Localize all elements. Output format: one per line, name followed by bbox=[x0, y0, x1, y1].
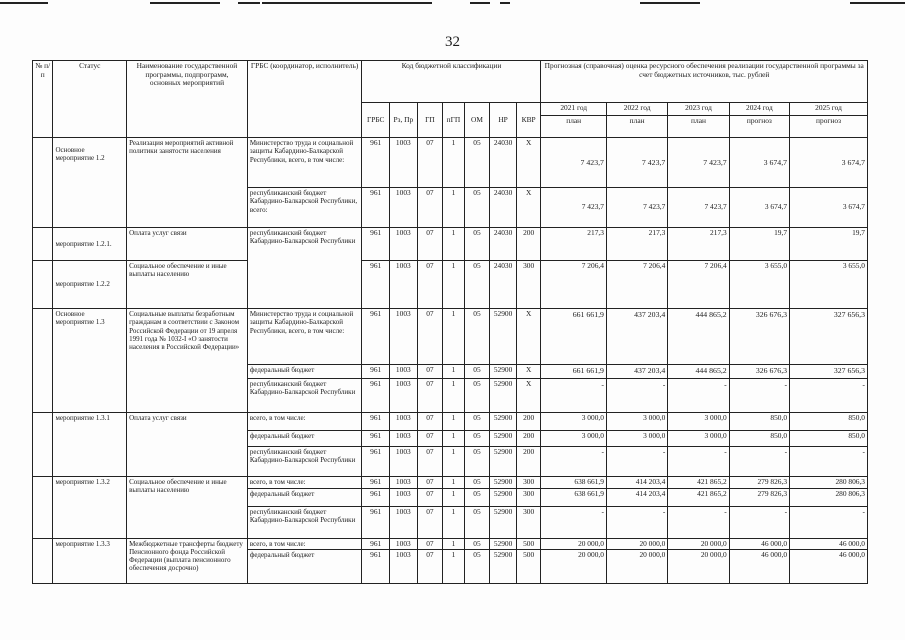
kbk-cell: Х bbox=[516, 365, 541, 379]
kbk-cell: 1 bbox=[443, 413, 464, 431]
header-kbk: Код бюджетной классификации bbox=[362, 61, 541, 103]
kbk-cell: Х bbox=[516, 188, 541, 228]
value-cell: 7 423,7 bbox=[668, 138, 729, 188]
value-cell: 279 826,3 bbox=[729, 477, 789, 489]
kbk-cell: 1003 bbox=[390, 538, 418, 550]
value-cell: 437 203,4 bbox=[606, 365, 667, 379]
kbk-cell: 1003 bbox=[390, 228, 418, 261]
value-cell: 850,0 bbox=[729, 431, 789, 447]
value-cell: - bbox=[541, 379, 606, 413]
kbk-cell: 1003 bbox=[390, 379, 418, 413]
value-cell: 3 000,0 bbox=[668, 413, 729, 431]
kbk-cell: 500 bbox=[516, 538, 541, 550]
header-year-2024: 2024 год bbox=[729, 103, 789, 116]
value-cell: 7 423,7 bbox=[606, 138, 667, 188]
kbk-cell: 52900 bbox=[490, 365, 517, 379]
value-cell: 46 000,0 bbox=[790, 550, 868, 584]
value-cell: 3 000,0 bbox=[541, 413, 606, 431]
kbk-cell: 52900 bbox=[490, 538, 517, 550]
status-cell: мероприятие 1.3.1 bbox=[53, 413, 127, 477]
value-cell: - bbox=[790, 506, 868, 538]
name-cell: Социальное обеспечение и иные выплаты населению bbox=[127, 477, 248, 539]
header-num: № п/п bbox=[33, 61, 53, 138]
kbk-cell: 05 bbox=[464, 477, 490, 489]
kbk-cell: 1003 bbox=[390, 477, 418, 489]
name-cell: Оплата услуг связи bbox=[127, 228, 248, 261]
kbk-cell: 24030 bbox=[490, 228, 517, 261]
value-cell: - bbox=[668, 379, 729, 413]
kbk-cell: 07 bbox=[417, 228, 443, 261]
page-number: 32 bbox=[445, 34, 460, 50]
grbs-cell: федеральный бюджет bbox=[247, 431, 362, 447]
value-cell: - bbox=[790, 447, 868, 477]
kbk-cell: 1 bbox=[443, 228, 464, 261]
kbk-cell: 24030 bbox=[490, 261, 517, 309]
kbk-cell: 05 bbox=[464, 447, 490, 477]
kbk-cell: 52900 bbox=[490, 447, 517, 477]
grbs-cell: всего, в том числе: bbox=[247, 413, 362, 431]
grbs-cell: федеральный бюджет bbox=[247, 550, 362, 584]
kbk-cell: 07 bbox=[417, 431, 443, 447]
kbk-cell: 24030 bbox=[490, 188, 517, 228]
value-cell: 850,0 bbox=[729, 413, 789, 431]
value-cell: 7 423,7 bbox=[606, 188, 667, 228]
value-cell: 7 423,7 bbox=[541, 138, 606, 188]
grbs-cell: республиканский бюджет Кабардино-Балкарской Республики bbox=[247, 447, 362, 477]
header-year-2025: 2025 год bbox=[790, 103, 868, 116]
value-cell: 326 676,3 bbox=[729, 309, 789, 365]
value-cell: 217,3 bbox=[606, 228, 667, 261]
kbk-cell: 52900 bbox=[490, 550, 517, 584]
value-cell: 7 206,4 bbox=[668, 261, 729, 309]
status-cell: мероприятие 1.2.2 bbox=[53, 261, 127, 309]
kbk-cell: 961 bbox=[362, 550, 390, 584]
header-row-1 bbox=[33, 61, 868, 103]
value-cell: 7 206,4 bbox=[541, 261, 606, 309]
kbk-cell: 1003 bbox=[390, 138, 418, 188]
value-cell: 46 000,0 bbox=[790, 538, 868, 550]
kbk-cell: 1 bbox=[443, 477, 464, 489]
kbk-cell: 1 bbox=[443, 138, 464, 188]
value-cell: - bbox=[606, 447, 667, 477]
kbk-cell: 05 bbox=[464, 550, 490, 584]
kbk-cell: 961 bbox=[362, 138, 390, 188]
value-cell: 19,7 bbox=[729, 228, 789, 261]
kbk-cell: 961 bbox=[362, 477, 390, 489]
kbk-cell: 07 bbox=[417, 506, 443, 538]
value-cell: 638 661,9 bbox=[541, 477, 606, 489]
kbk-cell: 1003 bbox=[390, 188, 418, 228]
kbk-cell: 07 bbox=[417, 138, 443, 188]
kbk-cell: 300 bbox=[516, 261, 541, 309]
kbk-cell: 07 bbox=[417, 488, 443, 506]
name-cell: Реализация мероприятий активной политики занятости населения bbox=[127, 138, 248, 228]
value-cell: 217,3 bbox=[668, 228, 729, 261]
kbk-cell: 1003 bbox=[390, 309, 418, 365]
kbk-cell: 961 bbox=[362, 188, 390, 228]
grbs-cell: Министерство труда и социальной защиты Кабардино-Балкарской Республики, всего, в том числе: bbox=[247, 138, 362, 188]
header-kbk-kvr: КВР bbox=[516, 103, 541, 138]
name-cell: Оплата услуг связи bbox=[127, 413, 248, 477]
kbk-cell: 07 bbox=[417, 413, 443, 431]
kbk-cell: 52900 bbox=[490, 431, 517, 447]
header-kbk-om: ОМ bbox=[464, 103, 490, 138]
header-kbk-gp: ГП bbox=[417, 103, 443, 138]
header-status: Статус bbox=[53, 61, 127, 138]
kbk-cell: 1003 bbox=[390, 488, 418, 506]
value-cell: - bbox=[606, 379, 667, 413]
kbk-cell: 05 bbox=[464, 228, 490, 261]
kbk-cell: 05 bbox=[464, 188, 490, 228]
kbk-cell: 05 bbox=[464, 413, 490, 431]
kbk-cell: 1 bbox=[443, 506, 464, 538]
header-year-2021: 2021 год bbox=[541, 103, 606, 116]
value-cell: 638 661,9 bbox=[541, 488, 606, 506]
header-kbk-nr: НР bbox=[490, 103, 517, 138]
kbk-cell: 05 bbox=[464, 379, 490, 413]
kbk-cell: 961 bbox=[362, 538, 390, 550]
value-cell: 3 655,0 bbox=[729, 261, 789, 309]
kbk-cell: 07 bbox=[417, 261, 443, 309]
kbk-cell: Х bbox=[516, 138, 541, 188]
kbk-cell: 07 bbox=[417, 550, 443, 584]
kbk-cell: 05 bbox=[464, 365, 490, 379]
kbk-cell: 1 bbox=[443, 261, 464, 309]
kbk-cell: 1003 bbox=[390, 431, 418, 447]
status-cell: мероприятие 1.2.1. bbox=[53, 228, 127, 261]
kbk-cell: 52900 bbox=[490, 379, 517, 413]
name-cell: Межбюджетные трансферты бюджету Пенсионного фонда Российской Федерации (выплата пенсионного обеспечения досрочно) bbox=[127, 538, 248, 584]
value-cell: 414 203,4 bbox=[606, 477, 667, 489]
grbs-cell: всего, в том числе: bbox=[247, 477, 362, 489]
value-cell: - bbox=[541, 447, 606, 477]
value-cell: 46 000,0 bbox=[729, 538, 789, 550]
value-cell: 414 203,4 bbox=[606, 488, 667, 506]
value-cell: 280 806,3 bbox=[790, 477, 868, 489]
kbk-cell: 07 bbox=[417, 477, 443, 489]
value-cell: 421 865,2 bbox=[668, 477, 729, 489]
header-kbk-grbs: ГРБС bbox=[362, 103, 390, 138]
kbk-cell: 961 bbox=[362, 309, 390, 365]
kbk-cell: 1 bbox=[443, 550, 464, 584]
header-type-2021: план bbox=[541, 116, 606, 138]
value-cell: 661 661,9 bbox=[541, 309, 606, 365]
grbs-cell: федеральный бюджет bbox=[247, 488, 362, 506]
value-cell: 3 000,0 bbox=[606, 431, 667, 447]
value-cell: - bbox=[729, 447, 789, 477]
table-row bbox=[33, 228, 868, 261]
value-cell: 327 656,3 bbox=[790, 365, 868, 379]
kbk-cell: 1003 bbox=[390, 447, 418, 477]
table-row bbox=[33, 261, 868, 309]
kbk-cell: 05 bbox=[464, 538, 490, 550]
value-cell: 217,3 bbox=[541, 228, 606, 261]
value-cell: 3 674,7 bbox=[790, 138, 868, 188]
kbk-cell: 300 bbox=[516, 488, 541, 506]
value-cell: 19,7 bbox=[790, 228, 868, 261]
kbk-cell: 300 bbox=[516, 506, 541, 538]
table-row bbox=[33, 538, 868, 550]
status-cell: мероприятие 1.3.2 bbox=[53, 477, 127, 539]
header-grbs: ГРБС (координатор, исполнитель) bbox=[247, 61, 362, 138]
kbk-cell: 961 bbox=[362, 365, 390, 379]
header-type-2024: прогноз bbox=[729, 116, 789, 138]
value-cell: 20 000,0 bbox=[541, 550, 606, 584]
value-cell: 421 865,2 bbox=[668, 488, 729, 506]
kbk-cell: 961 bbox=[362, 431, 390, 447]
kbk-cell: 05 bbox=[464, 138, 490, 188]
kbk-cell: 07 bbox=[417, 379, 443, 413]
kbk-cell: 52900 bbox=[490, 309, 517, 365]
grbs-cell: федеральный бюджет bbox=[247, 365, 362, 379]
header-type-2022: план bbox=[606, 116, 667, 138]
kbk-cell: 1 bbox=[443, 379, 464, 413]
header-kbk-rzpr: Рз, Пр bbox=[390, 103, 418, 138]
kbk-cell: 07 bbox=[417, 365, 443, 379]
name-cell: Социальные выплаты безработным гражданам в соответствии с Законом Российской Федерации от 19 апреля 1991 года № 1032-I «О занятости населения в Российской Федерации» bbox=[127, 309, 248, 413]
value-cell: 46 000,0 bbox=[729, 550, 789, 584]
kbk-cell: 1003 bbox=[390, 261, 418, 309]
table-row bbox=[33, 413, 868, 431]
value-cell: 3 000,0 bbox=[668, 431, 729, 447]
kbk-cell: Х bbox=[516, 379, 541, 413]
value-cell: 20 000,0 bbox=[606, 550, 667, 584]
value-cell: 3 000,0 bbox=[606, 413, 667, 431]
name-cell: Социальное обеспечение и иные выплаты населению bbox=[127, 261, 248, 309]
kbk-cell: 961 bbox=[362, 413, 390, 431]
kbk-cell: 1 bbox=[443, 447, 464, 477]
kbk-cell: Х bbox=[516, 309, 541, 365]
kbk-cell: 961 bbox=[362, 506, 390, 538]
value-cell: 20 000,0 bbox=[541, 538, 606, 550]
value-cell: 20 000,0 bbox=[606, 538, 667, 550]
value-cell: 279 826,3 bbox=[729, 488, 789, 506]
value-cell: 661 661,9 bbox=[541, 365, 606, 379]
kbk-cell: 1 bbox=[443, 188, 464, 228]
kbk-cell: 07 bbox=[417, 447, 443, 477]
value-cell: - bbox=[668, 506, 729, 538]
grbs-cell: республиканский бюджет Кабардино-Балкарской Республики bbox=[247, 506, 362, 538]
value-cell: 20 000,0 bbox=[668, 550, 729, 584]
kbk-cell: 300 bbox=[516, 477, 541, 489]
header-kbk-pgp: пГП bbox=[443, 103, 464, 138]
kbk-cell: 200 bbox=[516, 228, 541, 261]
kbk-cell: 1003 bbox=[390, 506, 418, 538]
kbk-cell: 1 bbox=[443, 431, 464, 447]
value-cell: - bbox=[729, 506, 789, 538]
value-cell: 850,0 bbox=[790, 413, 868, 431]
table-row bbox=[33, 138, 868, 188]
value-cell: 7 423,7 bbox=[541, 188, 606, 228]
kbk-cell: 52900 bbox=[490, 413, 517, 431]
kbk-cell: 05 bbox=[464, 506, 490, 538]
value-cell: - bbox=[606, 506, 667, 538]
value-cell: 3 000,0 bbox=[541, 431, 606, 447]
kbk-cell: 07 bbox=[417, 188, 443, 228]
status-cell: мероприятие 1.3.3 bbox=[53, 538, 127, 584]
value-cell: 7 423,7 bbox=[668, 188, 729, 228]
kbk-cell: 200 bbox=[516, 447, 541, 477]
value-cell: 444 865,2 bbox=[668, 309, 729, 365]
scan-marks bbox=[0, 0, 905, 8]
value-cell: - bbox=[729, 379, 789, 413]
grbs-cell: всего, в том числе: bbox=[247, 538, 362, 550]
kbk-cell: 52900 bbox=[490, 477, 517, 489]
kbk-cell: 05 bbox=[464, 488, 490, 506]
value-cell: 850,0 bbox=[790, 431, 868, 447]
value-cell: 327 656,3 bbox=[790, 309, 868, 365]
header-forecast: Прогнозная (справочная) оценка ресурсного обеспечения реализации государственной программы за счет бюджетных источников, тыс. рублей bbox=[541, 61, 868, 103]
budget-table bbox=[32, 60, 868, 584]
kbk-cell: 05 bbox=[464, 431, 490, 447]
value-cell: - bbox=[668, 447, 729, 477]
kbk-cell: 05 bbox=[464, 261, 490, 309]
header-type-2023: план bbox=[668, 116, 729, 138]
value-cell: 20 000,0 bbox=[668, 538, 729, 550]
value-cell: 3 674,7 bbox=[729, 188, 789, 228]
value-cell: 7 206,4 bbox=[606, 261, 667, 309]
header-year-2022: 2022 год bbox=[606, 103, 667, 116]
status-cell: Основное мероприятие 1.2 bbox=[53, 138, 127, 228]
kbk-cell: 24030 bbox=[490, 138, 517, 188]
kbk-cell: 961 bbox=[362, 228, 390, 261]
value-cell: 437 203,4 bbox=[606, 309, 667, 365]
kbk-cell: 200 bbox=[516, 413, 541, 431]
value-cell: - bbox=[541, 506, 606, 538]
grbs-cell: республиканский бюджет Кабардино-Балкарской Республики bbox=[247, 379, 362, 413]
value-cell: 326 676,3 bbox=[729, 365, 789, 379]
value-cell: - bbox=[790, 379, 868, 413]
kbk-cell: 1 bbox=[443, 538, 464, 550]
table-row bbox=[33, 477, 868, 489]
kbk-cell: 961 bbox=[362, 447, 390, 477]
kbk-cell: 07 bbox=[417, 538, 443, 550]
grbs-cell: республиканский бюджет Кабардино-Балкарской Республики bbox=[247, 228, 362, 309]
value-cell: 280 806,3 bbox=[790, 488, 868, 506]
value-cell: 3 655,0 bbox=[790, 261, 868, 309]
grbs-cell: Министерство труда и социальной защиты Кабардино-Балкарской Республики, всего, в том числе: bbox=[247, 309, 362, 365]
kbk-cell: 961 bbox=[362, 261, 390, 309]
kbk-cell: 1 bbox=[443, 309, 464, 365]
kbk-cell: 1003 bbox=[390, 365, 418, 379]
table-row bbox=[33, 309, 868, 365]
kbk-cell: 07 bbox=[417, 309, 443, 365]
kbk-cell: 05 bbox=[464, 309, 490, 365]
kbk-cell: 1 bbox=[443, 365, 464, 379]
header-year-2023: 2023 год bbox=[668, 103, 729, 116]
value-cell: 3 674,7 bbox=[790, 188, 868, 228]
kbk-cell: 200 bbox=[516, 431, 541, 447]
header-type-2025: прогноз bbox=[790, 116, 868, 138]
kbk-cell: 1003 bbox=[390, 550, 418, 584]
kbk-cell: 961 bbox=[362, 379, 390, 413]
value-cell: 444 865,2 bbox=[668, 365, 729, 379]
kbk-cell: 52900 bbox=[490, 488, 517, 506]
status-cell: Основное мероприятие 1.3 bbox=[53, 309, 127, 413]
grbs-cell: республиканский бюджет Кабардино-Балкарской Республики, всего: bbox=[247, 188, 362, 228]
kbk-cell: 52900 bbox=[490, 506, 517, 538]
header-name: Наименование государственной программы, подпрограмм, основных мероприятий bbox=[127, 61, 248, 138]
kbk-cell: 961 bbox=[362, 488, 390, 506]
value-cell: 3 674,7 bbox=[729, 138, 789, 188]
kbk-cell: 1 bbox=[443, 488, 464, 506]
kbk-cell: 500 bbox=[516, 550, 541, 584]
kbk-cell: 1003 bbox=[390, 413, 418, 431]
